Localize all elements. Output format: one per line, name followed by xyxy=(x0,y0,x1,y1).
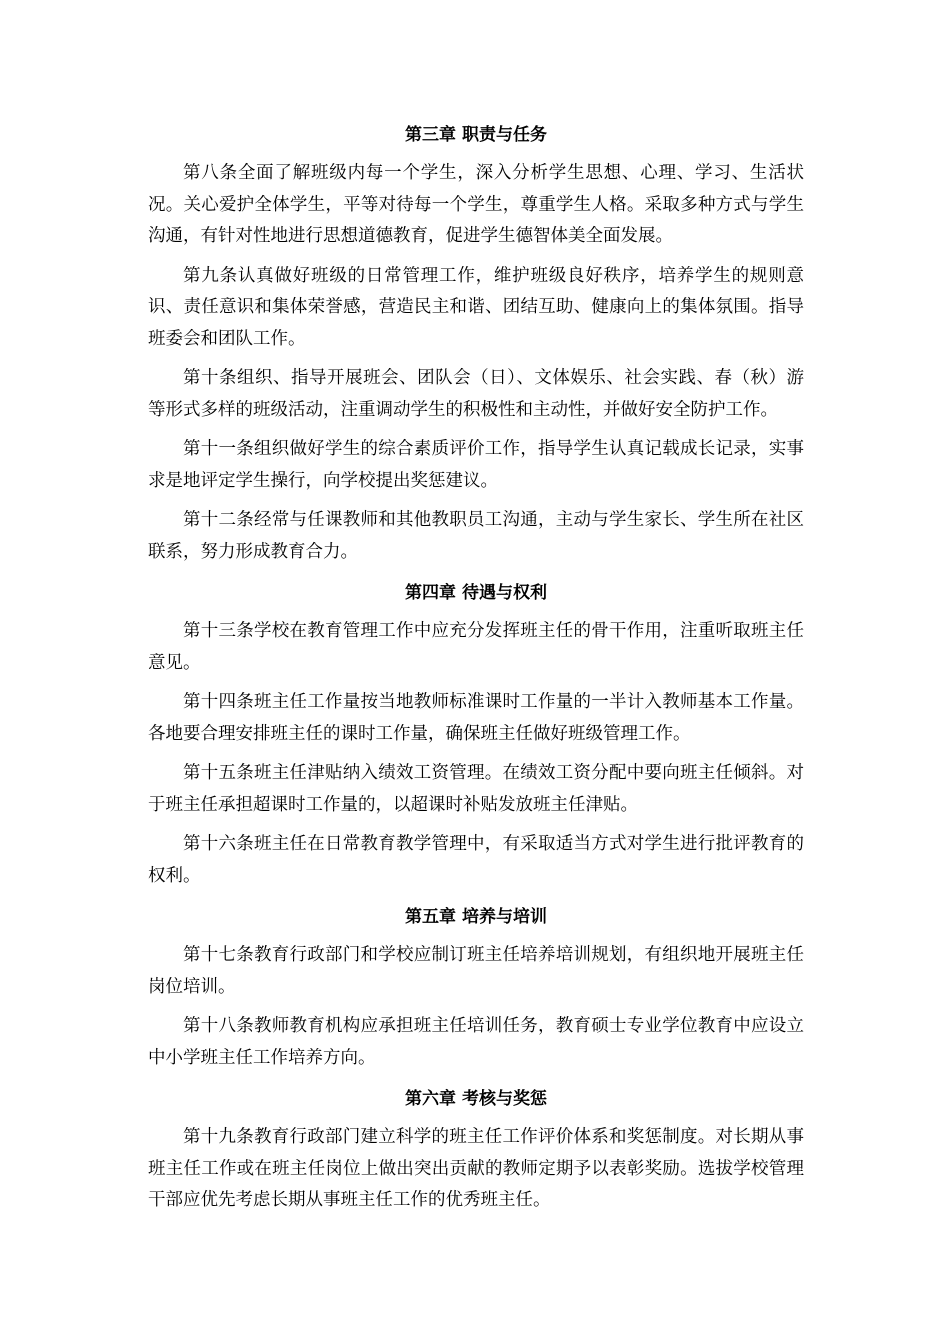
article-12: 第十二条经常与任课教师和其他教职员工沟通，主动与学生家长、学生所在社区联系，努力形成教育合力。 xyxy=(148,510,804,562)
chapter-3 xyxy=(148,118,804,568)
chapter-5 xyxy=(148,900,804,1074)
article-17: 第十七条教育行政部门和学校应制订班主任培养培训规划，有组织地开展班主任岗位培训。 xyxy=(148,945,804,997)
chapter-4 xyxy=(148,576,804,892)
article-14: 第十四条班主任工作量按当地教师标准课时工作量的一半计入教师基本工作量。各地要合理安排班主任的课时工作量，确保班主任做好班级管理工作。 xyxy=(148,692,804,744)
article-18: 第十八条教师教育机构应承担班主任培训任务，教育硕士专业学位教育中应设立中小学班主任工作培养方向。 xyxy=(148,1016,804,1068)
chapter-title: 第六章 考核与奖惩 xyxy=(405,1089,547,1109)
chapter-title: 第四章 待遇与权利 xyxy=(405,583,547,603)
article-19: 第十九条教育行政部门建立科学的班主任工作评价体系和奖惩制度。对长期从事班主任工作或在班主任岗位上做出突出贡献的教师定期予以表彰奖励。选拔学校管理干部应优先考虑长期从事班主任工作的优秀班主任。 xyxy=(148,1127,804,1210)
article-16: 第十六条班主任在日常教育教学管理中，有采取适当方式对学生进行批评教育的权利。 xyxy=(148,834,804,886)
article-15: 第十五条班主任津贴纳入绩效工资管理。在绩效工资分配中要向班主任倾斜。对于班主任承担超课时工作量的，以超课时补贴发放班主任津贴。 xyxy=(148,763,804,815)
article-13: 第十三条学校在教育管理工作中应充分发挥班主任的骨干作用，注重听取班主任意见。 xyxy=(148,621,804,673)
chapter-title: 第五章 培养与培训 xyxy=(405,907,547,927)
chapter-6 xyxy=(148,1082,804,1217)
article-11: 第十一条组织做好学生的综合素质评价工作，指导学生认真记载成长记录，实事求是地评定学生操行，向学校提出奖惩建议。 xyxy=(148,439,804,491)
document-page xyxy=(148,118,804,1225)
article-10: 第十条组织、指导开展班会、团队会（日）、文体娱乐、社会实践、春（秋）游等形式多样的班级活动，注重调动学生的积极性和主动性，并做好安全防护工作。 xyxy=(148,368,804,420)
article-9: 第九条认真做好班级的日常管理工作，维护班级良好秩序，培养学生的规则意识、责任意识和集体荣誉感，营造民主和谐、团结互助、健康向上的集体氛围。指导班委会和团队工作。 xyxy=(148,265,804,349)
chapter-title: 第三章 职责与任务 xyxy=(405,125,547,145)
article-8: 第八条全面了解班级内每一个学生，深入分析学生思想、心理、学习、生活状况。关心爱护全体学生，平等对待每一个学生，尊重学生人格。采取多种方式与学生沟通，有针对性地进行思想道德教育，促进学生德智体美全面发展。 xyxy=(148,163,804,246)
